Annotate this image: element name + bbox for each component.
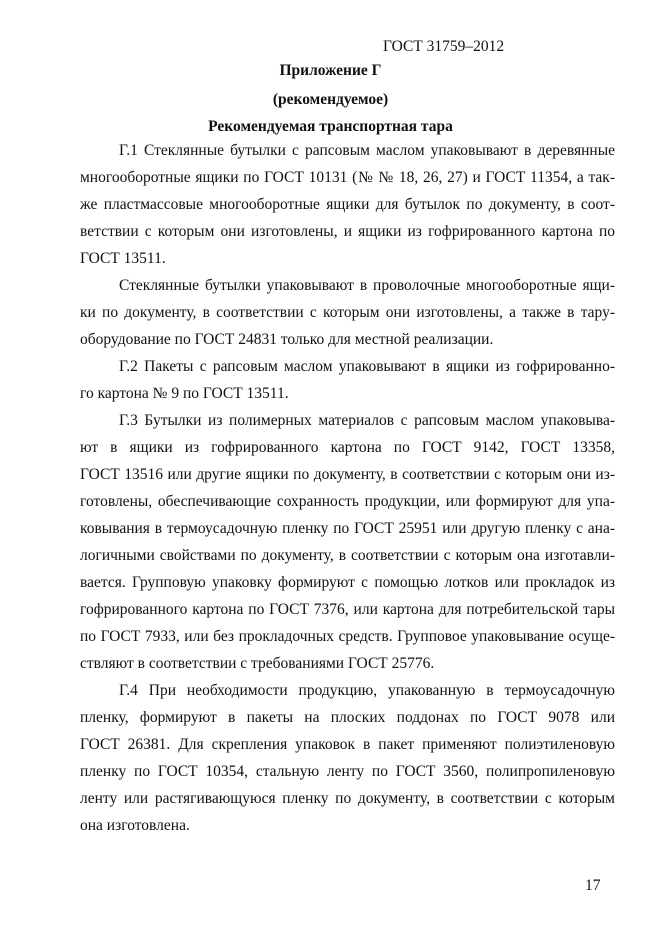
paragraph-line: Г.1 Стеклянные бутылки с рапсовым маслом упаковывают в деревянные (119, 142, 615, 159)
paragraph-line: многооборотные ящики по ГОСТ 10131 (№ № 18, 26, 27) и ГОСТ 11354, а так- (80, 169, 615, 186)
appendix-status: (рекомендуемое) (272, 91, 389, 108)
paragraph-line: же пластмассовые многооборотные ящики для бутылок по документу, в соот- (80, 196, 615, 213)
standard-designation: ГОСТ 31759–2012 (383, 38, 505, 55)
paragraph-line: ГОСТ 26381. Для скрепления упаковок в пакет применяют полиэтиленовую (80, 736, 615, 753)
paragraph-line: го картона № 9 по ГОСТ 13511. (80, 385, 289, 402)
paragraph-line: пленку по ГОСТ 10354, стальную ленту по ГОСТ 3560, полипропиленовую (80, 763, 615, 780)
paragraph-line: ковывания в термоусадочную пленку по ГОСТ 25951 или другую пленку с ана- (80, 520, 615, 537)
appendix-title: Приложение Г (279, 62, 382, 79)
paragraph-line: ют в ящики из гофрированного картона по ГОСТ 9142, ГОСТ 13358, (80, 439, 615, 456)
paragraph-line: по ГОСТ 7933, или без прокладочных средств. Групповое упаковывание осуще- (80, 628, 615, 645)
paragraph-line: Г.2 Пакеты с рапсовым маслом упаковывают в ящики из гофрированно- (119, 358, 615, 375)
paragraph-line: пленку, формируют в пакеты на плоских поддонах по ГОСТ 9078 или (80, 709, 615, 726)
paragraph-line: ленту или растягивающуюся пленку по документу, в соответствии с которым (80, 790, 615, 807)
paragraph-line: ки по документу, в соответствии с которым они изготовлены, а также в тару- (80, 304, 615, 321)
paragraph-line: ГОСТ 13511. (80, 250, 166, 267)
paragraph-line: Г.3 Бутылки из полимерных материалов с рапсовым маслом упаковыва- (119, 412, 615, 429)
paragraph-line: ствляют в соответствии с требованиями ГОСТ 25776. (80, 655, 435, 672)
paragraph-line: она изготовлена. (80, 817, 190, 834)
paragraph-line: готовлены, обеспечивающие сохранность продукции, или формируют для упа- (80, 493, 615, 510)
appendix-heading: Рекомендуемая транспортная тара (208, 118, 453, 135)
paragraph-line: Стеклянные бутылки упаковывают в проволочные многооборотные ящи- (119, 277, 615, 294)
paragraph-line: логичными свойствами по документу, в соответствии с которым она изготавли- (80, 547, 615, 564)
paragraph-line: оборудование по ГОСТ 24831 только для местной реализации. (80, 331, 494, 348)
page-number: 17 (585, 877, 601, 894)
paragraph-line: Г.4 При необходимости продукцию, упакованную в термоусадочную (119, 682, 615, 699)
paragraph-line: ветствии с которым они изготовлены, и ящики из гофрированного картона по (80, 223, 615, 240)
paragraph-line: вается. Групповую упаковку формируют с помощью лотков или прокладок из (80, 574, 615, 591)
paragraph-line: ГОСТ 13516 или другие ящики по документу, в соответствии с которым они из- (80, 466, 615, 483)
paragraph-line: гофрированного картона по ГОСТ 7376, или картона для потребительской тары (80, 601, 615, 618)
